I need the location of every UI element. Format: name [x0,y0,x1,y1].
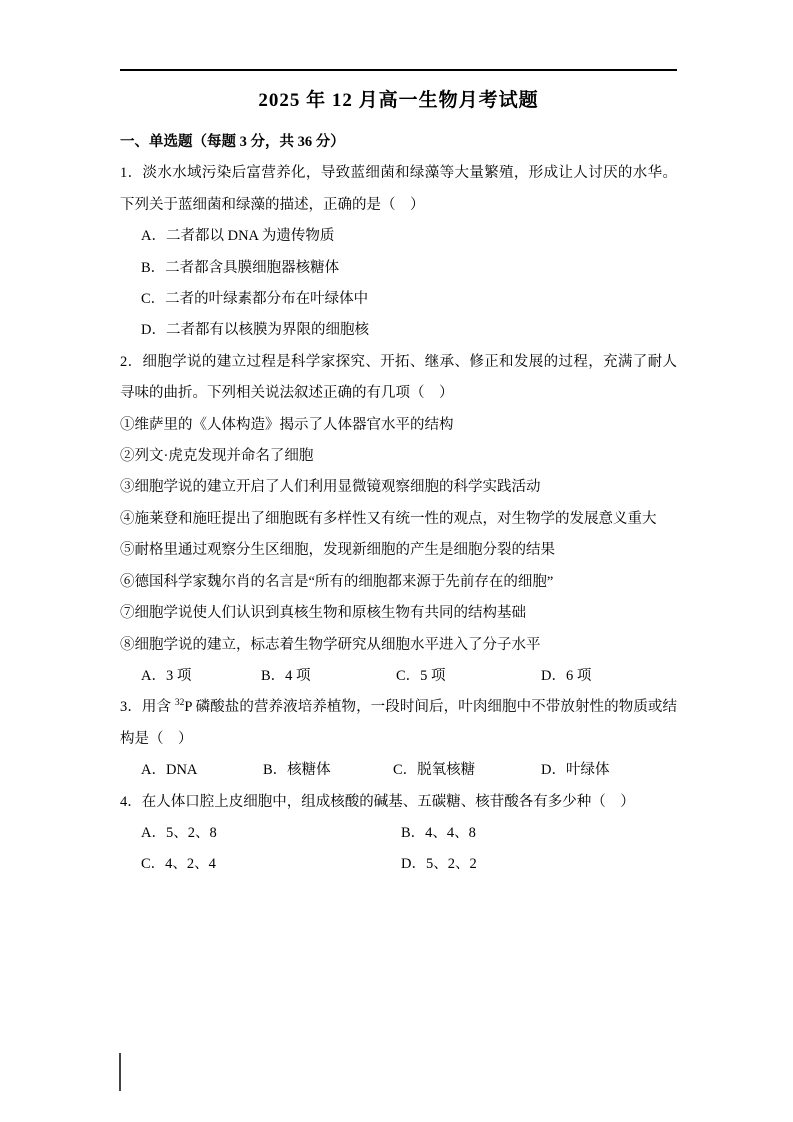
question-4-options-row-2 [120,849,677,880]
question-2-options [120,661,677,692]
question-2 [120,347,677,692]
question-4-options-row-1 [120,818,677,849]
question-2-option-b: B．4 项 [261,667,311,684]
question-3 [120,692,677,786]
question-4 [120,787,677,881]
header-rule [120,69,677,71]
question-2-statement-5: ⑤耐格里通过观察分生区细胞，发现新细胞的产生是细胞分裂的结果 [120,542,555,559]
question-3-stem-prefix: 3．用含 [120,699,175,716]
page-title: 2025 年 12 月高一生物月考试题 [258,90,539,111]
question-2-statement-1: ①维萨里的《人体构造》揭示了人体器官水平的结构 [120,416,454,433]
question-1-option-c: C．二者的叶绿素都分布在叶绿体中 [141,291,369,308]
question-2-option-c: C．5 项 [396,667,446,684]
question-2-option-d: D．6 项 [541,667,592,684]
question-3-option-a: A．DNA [141,762,198,779]
question-4-option-b: B．4、4、8 [401,824,476,841]
page-edge-mark [119,1053,121,1091]
question-4-option-a: A．5、2、8 [141,824,217,841]
question-4-stem: 4．在人体口腔上皮细胞中，组成核酸的碱基、五碳糖、核苷酸各有多少种（ ） [120,793,635,810]
question-3-stem [120,692,677,755]
question-1-option-d: D．二者都有以核膜为界限的细胞核 [141,322,369,339]
question-1 [120,158,677,346]
question-2-option-a: A．3 项 [141,667,192,684]
question-2-stem: 2．细胞学说的建立过程是科学家探究、开拓、继承、修正和发展的过程，充满了耐人寻味的曲折。下列相关说法叙述正确的有几项（ ） [120,353,677,402]
question-2-statement-4: ④施莱登和施旺提出了细胞既有多样性又有统一性的观点，对生物学的发展意义重大 [120,510,657,527]
question-1-stem: 1．淡水水域污染后富营养化，导致蓝细菌和绿藻等大量繁殖，形成让人讨厌的水华。下列关于蓝细菌和绿藻的描述，正确的是（ ） [120,165,677,213]
question-2-statement-6: ⑥德国科学家魏尔肖的名言是“所有的细胞都来源于先前存在的细胞” [120,573,554,590]
question-3-option-b: B．核糖体 [263,762,331,779]
question-2-statement-2: ②列文·虎克发现并命名了细胞 [120,448,314,465]
section-header: 一、单选题（每题 3 分，共 36 分） [120,134,345,150]
question-1-option-b: B．二者都含具膜细胞器核糖体 [141,259,340,276]
question-3-option-c: C．脱氧核糖 [393,762,476,779]
question-2-statements [120,410,677,661]
question-2-statement-3: ③细胞学说的建立开启了人们利用显微镜观察细胞的科学实践活动 [120,479,541,496]
question-4-option-d: D．5、2、2 [401,856,477,873]
question-2-statement-7: ⑦细胞学说使人们认识到真核生物和原核生物有共同的结构基础 [120,605,526,622]
question-3-stem-suffix: P 磷酸盐的营养液培养植物，一段时间后，叶肉细胞中不带放射性的物质或结构是（ ） [120,699,678,747]
exam-content [0,88,793,881]
question-1-option-a: A．二者都以 DNA 为遗传物质 [141,228,335,245]
isotope-superscript: 32 [174,698,185,709]
question-1-options [120,221,677,347]
question-3-option-d: D．叶绿体 [541,762,610,779]
question-4-option-c: C．4、2、4 [141,856,216,873]
question-3-options [120,755,677,786]
question-2-statement-8: ⑧细胞学说的建立，标志着生物学研究从细胞水平进入了分子水平 [120,636,541,653]
